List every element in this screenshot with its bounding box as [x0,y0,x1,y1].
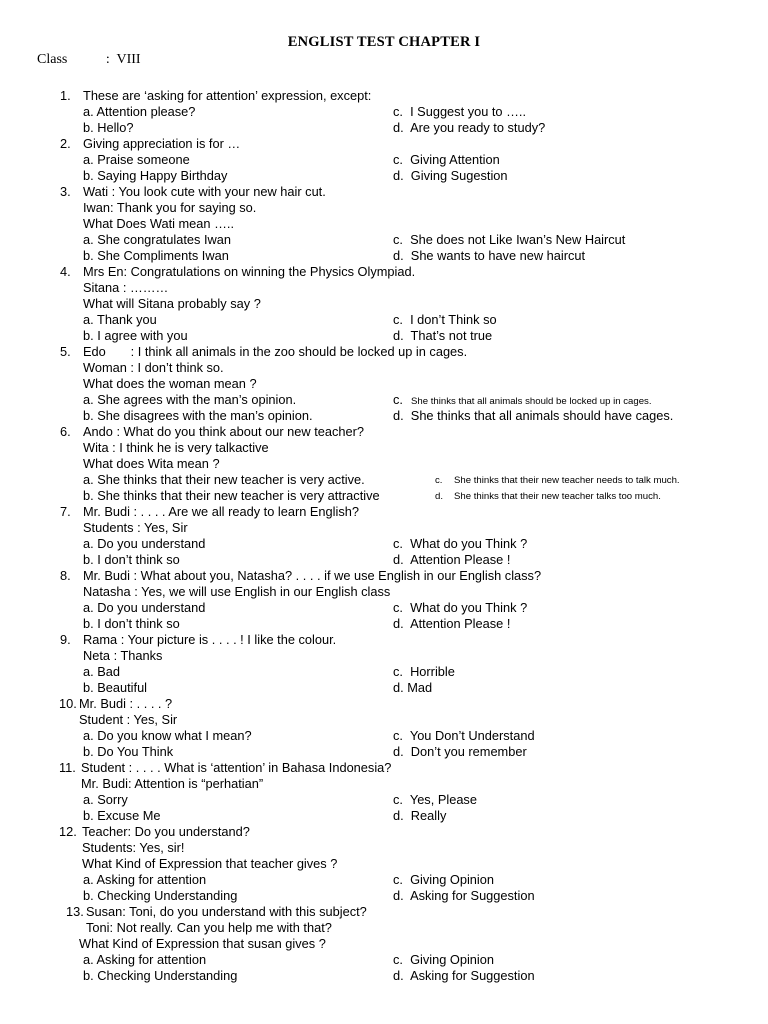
option-b: b. I don’t think so [83,616,180,631]
question-stem-line: Susan: Toni, do you understand with this subject? [86,904,367,919]
question-stem-line: Mrs En: Congratulations on winning the Physics Olympiad. [83,264,416,279]
option-c-letter: c. [393,392,403,407]
option-c: c. I Suggest you to ….. [393,104,527,119]
option-c: c. You Don’t Understand [393,728,535,743]
question-stem-line: Wita : I think he is very talkactive [83,440,269,455]
question-stem-line: Natasha : Yes, we will use English in our English class [83,584,391,599]
class-line [37,52,141,68]
question-number: 7. [60,504,71,519]
option-a: a. Praise someone [83,152,190,167]
option-c: c. Giving Opinion [393,872,495,887]
class-separator: : [105,52,110,67]
question-number: 13. [66,904,84,919]
option-a: a. She agrees with the man’s opinion. [83,392,297,407]
option-c: c. Giving Attention [393,152,500,167]
option-d: d. Attention Please ! [393,552,511,567]
question-stem-line: Neta : Thanks [83,648,163,663]
question-number: 10. [59,696,77,711]
page-title: ENGLIST TEST CHAPTER I [287,34,481,50]
option-d: d. Mad [393,680,433,695]
option-a: a. Thank you [83,312,157,327]
question-stem-line: Edo : I think all animals in the zoo should be locked up in cages. [83,344,468,359]
option-a: a. Do you understand [83,600,206,615]
option-b: b. Excuse Me [83,808,161,823]
question-stem-line: Toni: Not really. Can you help me with that? [86,920,332,935]
option-c: c. Horrible [393,664,455,679]
question-number: 9. [60,632,71,647]
question-stem-line: Sitana : ……… [83,280,169,295]
option-d: d. She wants to have new haircut [393,248,586,263]
option-a: a. She thinks that their new teacher is very active. [83,472,365,487]
question-stem-line: Student : . . . . What is ‘attention’ in Bahasa Indonesia? [81,760,392,775]
option-b: b. She disagrees with the man’s opinion. [83,408,313,423]
question-stem-line: Students: Yes, sir! [82,840,185,855]
option-d: d. She thinks that all animals should have cages. [393,408,674,423]
option-c: c. Yes, Please [393,792,477,807]
option-b: b. She thinks that their new teacher is very attractive [83,488,380,503]
question-stem-line: Mr. Budi : What about you, Natasha? . . . . if we use English in our English class? [83,568,542,583]
option-d: d. Asking for Suggestion [393,968,535,983]
option-b: b. I don’t think so [83,552,180,567]
question-stem-line: What does Wita mean ? [83,456,220,471]
option-b: b. Checking Understanding [83,968,238,983]
question-number: 2. [60,136,71,151]
option-d-text: She thinks that their new teacher talks too much. [454,491,661,502]
option-a: a. Sorry [83,792,128,807]
option-a: a. Asking for attention [83,952,207,967]
option-c: c. What do you Think ? [393,536,528,551]
option-b: b. Do You Think [83,744,174,759]
question-number: 5. [60,344,71,359]
option-d: d. Attention Please ! [393,616,511,631]
question-stem-line: Teacher: Do you understand? [82,824,250,839]
option-d-letter: d. [435,491,444,502]
question-stem-line: What Does Wati mean ….. [83,216,235,231]
option-a: a. Do you understand [83,536,206,551]
question-number: 8. [60,568,71,583]
option-d: d. Are you ready to study? [393,120,546,135]
option-b: b. She Compliments Iwan [83,248,229,263]
option-c: c. Giving Opinion [393,952,495,967]
question-stem-line: Students : Yes, Sir [83,520,188,535]
option-a: a. She congratulates Iwan [83,232,231,247]
question-stem-line: Ando : What do you think about our new teacher? [83,424,365,439]
question-stem-line: What does the woman mean ? [83,376,257,391]
question-stem-line: Iwan: Thank you for saying so. [83,200,257,215]
question-number: 3. [60,184,71,199]
option-a: a. Do you know what I mean? [83,728,252,743]
option-b: b. I agree with you [83,328,188,343]
question-stem-line: What Kind of Expression that teacher gives ? [82,856,338,871]
question-number: 12. [59,824,77,839]
option-b: b. Saying Happy Birthday [83,168,228,183]
question-number: 11. [59,760,76,775]
option-b: b. Checking Understanding [83,888,238,903]
option-a: a. Attention please? [83,104,196,119]
option-a: a. Asking for attention [83,872,207,887]
option-d: d. That’s not true [393,328,493,343]
question-stem-line: Woman : I don’t think so. [83,360,224,375]
option-c-text: She thinks that all animals should be locked up in cages. [411,396,652,407]
question-stem-line: Mr. Budi : . . . . Are we all ready to learn English? [83,504,359,519]
question-stem-line: These are ‘asking for attention’ expression, except: [83,88,372,103]
option-d: d. Really [393,808,447,823]
option-a: a. Bad [83,664,120,679]
option-c: c. I don’t Think so [393,312,497,327]
question-stem-line: Student : Yes, Sir [79,712,178,727]
question-number: 4. [60,264,71,279]
question-number: 6. [60,424,71,439]
question-number: 1. [60,88,71,103]
class-value: VIII [116,52,141,67]
question-stem-line: Mr. Budi : . . . . ? [79,696,173,711]
question-stem-line: Wati : You look cute with your new hair cut. [83,184,326,199]
question-stem-line: Mr. Budi: Attention is “perhatian” [81,776,264,791]
class-label: Class [37,52,68,67]
question-stem-line: What will Sitana probably say ? [83,296,261,311]
option-b: b. Hello? [83,120,134,135]
option-c-text: She thinks that their new teacher needs to talk much. [454,475,680,486]
question-stem-line: Rama : Your picture is . . . . ! I like the colour. [83,632,337,647]
question-stem-line: Giving appreciation is for … [83,136,241,151]
option-c-letter: c. [435,475,443,486]
option-d: d. Asking for Suggestion [393,888,535,903]
option-c: c. She does not Like Iwan’s New Haircut [393,232,626,247]
option-d: d. Don’t you remember [393,744,527,759]
option-c: c. What do you Think ? [393,600,528,615]
option-b: b. Beautiful [83,680,148,695]
option-d: d. Giving Sugestion [393,168,508,183]
question-stem-line: What Kind of Expression that susan gives ? [79,936,326,951]
